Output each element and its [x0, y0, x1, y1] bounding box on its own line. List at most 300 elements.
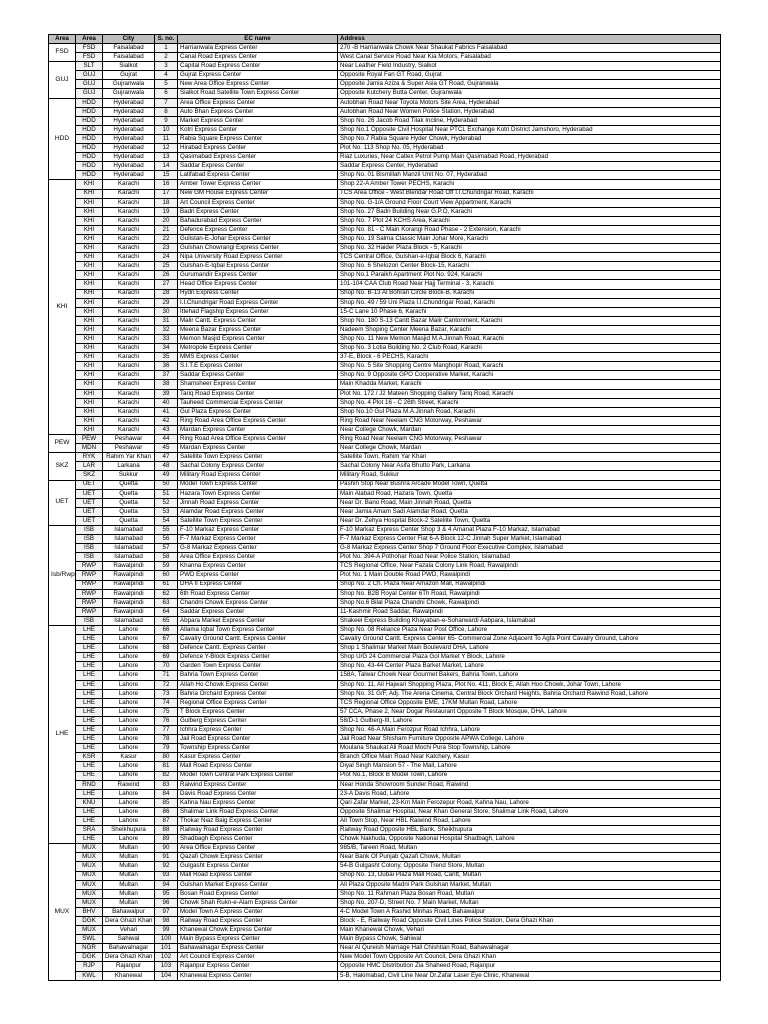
city-cell: Karachi [103, 416, 155, 425]
area-cell: KHI [76, 244, 103, 253]
area-group-cell: SKZ [49, 453, 76, 480]
sno-cell: 84 [155, 789, 178, 798]
area-cell: RWP [76, 607, 103, 616]
ec-name-cell: Badri Express Center [178, 207, 338, 216]
area-cell: MUX [76, 862, 103, 871]
area-cell: RWP [76, 580, 103, 589]
area-cell: ISB [76, 535, 103, 544]
sno-cell: 56 [155, 535, 178, 544]
table-row [49, 189, 721, 198]
area-group-cell: KHI [49, 180, 76, 435]
table-row [49, 435, 721, 444]
area-cell: DGK [76, 917, 103, 926]
sno-cell: 101 [155, 944, 178, 953]
sno-cell: 33 [155, 335, 178, 344]
city-cell: Gujrat [103, 71, 155, 80]
table-row [49, 380, 721, 389]
address-cell: Shop No. 5 Site Shopping Centre Manghopir Road, Karachi [338, 362, 721, 371]
ec-name-cell: Gulshan Chowrangi Express Center [178, 244, 338, 253]
sno-cell: 3 [155, 62, 178, 71]
address-cell: 985/B, Tareen Road, Multan [338, 844, 721, 853]
city-cell: Lahore [103, 726, 155, 735]
area-cell: SRA [76, 826, 103, 835]
area-cell: UET [76, 498, 103, 507]
sno-cell: 42 [155, 416, 178, 425]
header-area: Area [76, 35, 103, 44]
area-cell: RWP [76, 562, 103, 571]
table-row [49, 553, 721, 562]
sno-cell: 13 [155, 153, 178, 162]
address-cell: Shop No.7 Rabia Square Hyder Chowk, Hyderabad [338, 134, 721, 143]
address-cell: Shop No. B-13 Al Bohran Circle Block-B, Karachi [338, 289, 721, 298]
area-cell: KNU [76, 798, 103, 807]
city-cell: Kasur [103, 753, 155, 762]
sno-cell: 43 [155, 425, 178, 434]
city-cell: Rahim Yar Khan [103, 453, 155, 462]
ec-name-cell: Gulberg Express Center [178, 716, 338, 725]
area-cell: GUJ [76, 71, 103, 80]
address-cell: Shop No. 13, Dubai Plaza Mall Road, Cantt, Multan [338, 871, 721, 880]
city-cell: Quetta [103, 498, 155, 507]
address-cell: 57 CCA, Phase 2, Near Dogar Restaurant Opposite T Block Mosque, DHA, Lahore [338, 707, 721, 716]
header-address: Address [338, 35, 721, 44]
sno-cell: 62 [155, 589, 178, 598]
address-cell: 270 -B Harrianwala Chowk Near Shaukat Fabrics Faisalabad [338, 44, 721, 53]
area-cell: UET [76, 489, 103, 498]
area-cell: KHI [76, 425, 103, 434]
ec-name-cell: Canal Road Express Center [178, 53, 338, 62]
ec-name-cell: Gulgasht Express Center [178, 862, 338, 871]
address-cell: Block - E, Railway Road Opposite Civil Lines Police Station, Dera Ghazi Khan [338, 917, 721, 926]
address-cell: Shop No. 49 / 59 Uni Plaza I.I.Chundrigar Road, Karachi [338, 298, 721, 307]
area-cell: RYK [76, 453, 103, 462]
address-cell: Shop No. 7 Plot 24 KCHS Area, Karachi [338, 216, 721, 225]
city-cell: Lahore [103, 789, 155, 798]
ec-name-cell: Mall Road Express Center [178, 871, 338, 880]
sno-cell: 54 [155, 516, 178, 525]
ec-name-cell: Raiwind Express Center [178, 780, 338, 789]
area-cell: UET [76, 480, 103, 489]
city-cell: Lahore [103, 680, 155, 689]
address-cell: TCS Regional Office Opposite EME, 17KM Multan Road, Lahore [338, 698, 721, 707]
area-cell: KHI [76, 307, 103, 316]
sno-cell: 52 [155, 498, 178, 507]
city-cell: Hyderabad [103, 125, 155, 134]
sno-cell: 68 [155, 644, 178, 653]
area-cell: MUX [76, 844, 103, 853]
city-cell: Lahore [103, 771, 155, 780]
table-row [49, 507, 721, 516]
table-row [49, 880, 721, 889]
address-cell: Shop No.6 Bilal Plaza Chandni Chowk, Rawalpindi [338, 598, 721, 607]
sno-cell: 87 [155, 816, 178, 825]
city-cell: Islamabad [103, 553, 155, 562]
city-cell: Multan [103, 871, 155, 880]
city-cell: Lahore [103, 735, 155, 744]
city-cell: Quetta [103, 480, 155, 489]
table-row [49, 653, 721, 662]
area-cell: KHI [76, 189, 103, 198]
ec-name-cell: Mardan Express Center [178, 425, 338, 434]
area-group-cell: LHE [49, 626, 76, 844]
city-cell: Hyderabad [103, 162, 155, 171]
city-cell: Karachi [103, 389, 155, 398]
table-row [49, 498, 721, 507]
ec-name-cell: Defence Express Center [178, 225, 338, 234]
city-cell: Raiwind [103, 780, 155, 789]
area-cell: RND [76, 780, 103, 789]
ec-name-cell: Davis Road Express Center [178, 789, 338, 798]
address-cell: Near College Chowk, Mardan [338, 425, 721, 434]
address-cell: Shop No. 2 Ch. Plaza Near Amazon Mall, Rawalpindi [338, 580, 721, 589]
city-cell: Karachi [103, 271, 155, 280]
city-cell: Bahawalpur [103, 907, 155, 916]
area-cell: RWP [76, 589, 103, 598]
area-cell: MDN [76, 444, 103, 453]
area-cell: KHI [76, 180, 103, 189]
sno-cell: 31 [155, 316, 178, 325]
city-cell: Lahore [103, 762, 155, 771]
sno-cell: 97 [155, 907, 178, 916]
address-cell: Military Road, Sukkur [338, 471, 721, 480]
table-row [49, 798, 721, 807]
sno-cell: 59 [155, 562, 178, 571]
area-group-cell: MUX [49, 844, 76, 980]
city-cell: Hyderabad [103, 116, 155, 125]
header-row [49, 35, 721, 44]
table-row [49, 153, 721, 162]
city-cell: Karachi [103, 316, 155, 325]
table-row [49, 589, 721, 598]
area-cell: MUX [76, 880, 103, 889]
address-cell: 37-E, Block - 6 PECHS, Karachi [338, 353, 721, 362]
address-cell: Shop No. B2B Royal Center 6Th Road, Rawalpindi [338, 589, 721, 598]
address-cell: Shop No. 08 Reliance Plaza Near Post Office, Lahore [338, 626, 721, 635]
table-row [49, 262, 721, 271]
sno-cell: 30 [155, 307, 178, 316]
ec-name-cell: Ring Road Area Office Express Center [178, 435, 338, 444]
table-row [49, 871, 721, 880]
sno-cell: 27 [155, 280, 178, 289]
area-cell: UET [76, 516, 103, 525]
table-row [49, 325, 721, 334]
ec-name-cell: Military Road Express Center [178, 471, 338, 480]
city-cell: Lahore [103, 707, 155, 716]
ec-name-cell: Gujrat Express Center [178, 71, 338, 80]
sno-cell: 76 [155, 716, 178, 725]
ec-name-cell: Kasur Express Center [178, 753, 338, 762]
sno-cell: 66 [155, 626, 178, 635]
sno-cell: 25 [155, 262, 178, 271]
header-area-group: Area [49, 35, 76, 44]
sno-cell: 78 [155, 735, 178, 744]
area-cell: RJP [76, 962, 103, 971]
table-row [49, 462, 721, 471]
city-cell: Multan [103, 898, 155, 907]
city-cell: Lahore [103, 671, 155, 680]
city-cell: Quetta [103, 507, 155, 516]
area-cell: KWL [76, 971, 103, 980]
table-row [49, 671, 721, 680]
address-cell: Diyal Singh Mansion 57 - The Mall, Lahore [338, 762, 721, 771]
ec-name-cell: Art Council Express Center [178, 198, 338, 207]
table-row [49, 598, 721, 607]
sno-cell: 67 [155, 635, 178, 644]
sno-cell: 85 [155, 798, 178, 807]
city-cell: Karachi [103, 380, 155, 389]
city-cell: Peshawar [103, 435, 155, 444]
city-cell: Lahore [103, 653, 155, 662]
area-cell: ISB [76, 553, 103, 562]
ec-name-cell: Hazara Town Express Center [178, 489, 338, 498]
city-cell: Multan [103, 880, 155, 889]
table-row [49, 771, 721, 780]
table-row [49, 271, 721, 280]
ec-name-cell: Defence Cantt. Express Center [178, 644, 338, 653]
ec-name-cell: Harrianwala Express Center [178, 44, 338, 53]
city-cell: Gujranwala [103, 80, 155, 89]
table-row [49, 107, 721, 116]
city-cell: Rawalpindi [103, 562, 155, 571]
table-row [49, 144, 721, 153]
table-row [49, 689, 721, 698]
city-cell: Karachi [103, 335, 155, 344]
address-cell: 58/D-1 Gulberg-III, Lahore [338, 716, 721, 725]
address-cell: Shop No. 46-A Main Ferozpur Road Ichhra, Lahore [338, 726, 721, 735]
city-cell: Karachi [103, 407, 155, 416]
sno-cell: 32 [155, 325, 178, 334]
city-cell: Lahore [103, 662, 155, 671]
table-row [49, 889, 721, 898]
address-cell: Plot No. 394-A Pothohar Road Near Police Station, Islamabad [338, 553, 721, 562]
area-cell: LHE [76, 698, 103, 707]
area-cell: NGR [76, 944, 103, 953]
sno-cell: 83 [155, 780, 178, 789]
area-cell: HDD [76, 116, 103, 125]
address-cell: Shop No. 27 Badri Building Near G.P.O, Karachi [338, 207, 721, 216]
sno-cell: 44 [155, 435, 178, 444]
city-cell: Lahore [103, 816, 155, 825]
sno-cell: 1 [155, 44, 178, 53]
sno-cell: 70 [155, 662, 178, 671]
address-cell: Plot No. 1 Main Double Road PWD, Rawalpindi [338, 571, 721, 580]
address-cell: F-10 Markaz Express Center Shop 3 & 4 Amanat Plaza F-10 Markaz, Islamabad [338, 525, 721, 534]
city-cell: Lahore [103, 644, 155, 653]
table-row [49, 80, 721, 89]
area-cell: KHI [76, 398, 103, 407]
city-cell: Bahawalnagar [103, 944, 155, 953]
address-cell: Shop No. 26 Jacob Road Tilak Incline, Hyderabad [338, 116, 721, 125]
sno-cell: 2 [155, 53, 178, 62]
ec-name-cell: Meena Bazar Express Center [178, 325, 338, 334]
table-row [49, 835, 721, 844]
sno-cell: 60 [155, 571, 178, 580]
ec-name-cell: Bahria Town Express Center [178, 671, 338, 680]
address-cell: 11-Kashmir Road Saddar, Rawalpindi [338, 607, 721, 616]
ec-name-cell: Garden Town Express Center [178, 662, 338, 671]
header-ec-name: EC name [178, 35, 338, 44]
address-cell: All Town Stop, Near HBL Raiwind Road, Lahore [338, 816, 721, 825]
area-cell: MUX [76, 853, 103, 862]
table-row [49, 516, 721, 525]
sno-cell: 103 [155, 962, 178, 971]
address-cell: Near Bank Of Punjab Qazafi Chowk, Multan [338, 853, 721, 862]
address-cell: G-8 Markaz Express Center Shop 7 Ground Floor Executive Complex, Islamabad [338, 544, 721, 553]
table-row [49, 644, 721, 653]
address-cell: Chowk Nakhuda, Opposite National Hospital Shadbagh, Lahore [338, 835, 721, 844]
table-row [49, 207, 721, 216]
area-cell: KSR [76, 753, 103, 762]
address-cell: West Canal Service Road Near Kia Motors, Faisalabad [338, 53, 721, 62]
ec-name-cell: MMS Express Center [178, 353, 338, 362]
sno-cell: 12 [155, 144, 178, 153]
ec-name-cell: Railway Road Express Center [178, 826, 338, 835]
table-row [49, 853, 721, 862]
address-cell: Main Khanewal Chowk, Vehari [338, 926, 721, 935]
table-row [49, 416, 721, 425]
area-cell: SLT [76, 62, 103, 71]
ec-name-cell: Abpara Market Express Center [178, 616, 338, 625]
address-cell: Shop No. 3 Lotia Building No. 2 Club Road, Karachi [338, 344, 721, 353]
table-row [49, 389, 721, 398]
ec-name-cell: Capital Road Express Center [178, 62, 338, 71]
table-row [49, 489, 721, 498]
ec-name-cell: Gul Plaza Express Center [178, 407, 338, 416]
sno-cell: 89 [155, 835, 178, 844]
ec-name-cell: Shadbagh Express Center [178, 835, 338, 844]
ec-name-cell: G-8 Markaz Express Center [178, 544, 338, 553]
sno-cell: 49 [155, 471, 178, 480]
city-cell: Karachi [103, 280, 155, 289]
area-cell: LHE [76, 662, 103, 671]
table-row [49, 225, 721, 234]
table-row [49, 171, 721, 180]
table-row [49, 662, 721, 671]
area-cell: UET [76, 507, 103, 516]
ec-name-cell: Khanna Express Center [178, 562, 338, 571]
city-cell: Karachi [103, 371, 155, 380]
address-cell: Ring Road Near Neelam CNG Motorway, Peshawar [338, 435, 721, 444]
address-cell: Shop No. 9 Opposite GPO Cooperative Market, Karachi [338, 371, 721, 380]
ec-name-cell: Rabia Square Express Center [178, 134, 338, 143]
sno-cell: 75 [155, 707, 178, 716]
sno-cell: 19 [155, 207, 178, 216]
ec-name-cell: Regional Office Express Center [178, 698, 338, 707]
sno-cell: 53 [155, 507, 178, 516]
table-row [49, 89, 721, 98]
table-row [49, 398, 721, 407]
city-cell: Sialkot [103, 62, 155, 71]
area-cell: MUX [76, 871, 103, 880]
table-row [49, 898, 721, 907]
city-cell: Karachi [103, 289, 155, 298]
table-row [49, 289, 721, 298]
table-row [49, 134, 721, 143]
ec-name-cell: Jail Road Express Center [178, 735, 338, 744]
address-cell: Shop No. 11 Rahman Plaza Bosan Road, Multan [338, 889, 721, 898]
ec-name-cell: Head Office Express Center [178, 280, 338, 289]
city-cell: Sheikhupura [103, 826, 155, 835]
ec-name-cell: Model Town A Express Center [178, 907, 338, 916]
city-cell: Karachi [103, 262, 155, 271]
area-cell: HDD [76, 144, 103, 153]
city-cell: Peshawar [103, 444, 155, 453]
area-cell: LHE [76, 644, 103, 653]
sno-cell: 69 [155, 653, 178, 662]
ec-name-cell: Sachal Colony Express Center [178, 462, 338, 471]
table-row [49, 607, 721, 616]
address-cell: Shop No. 43-44 Center Plaza Barket Market, Lahore [338, 662, 721, 671]
table-row [49, 707, 721, 716]
area-cell: HDD [76, 134, 103, 143]
table-row [49, 780, 721, 789]
address-cell: Shop No. 4 Plot 16 - C 26th Street, Karachi [338, 398, 721, 407]
city-cell: Lahore [103, 698, 155, 707]
ec-name-cell: PWD Express Center [178, 571, 338, 580]
ec-name-cell: Qazafi Chowk Express Center [178, 853, 338, 862]
address-cell: 158A, Talwar Chowk Near Gourmet Bakers, Bahria Town, Lahore [338, 671, 721, 680]
city-cell: Hyderabad [103, 134, 155, 143]
ec-name-cell: Hydri Express Center [178, 289, 338, 298]
sno-cell: 14 [155, 162, 178, 171]
area-group-cell: Isb/Rwp [49, 525, 76, 625]
ec-name-cell: Township Express Center [178, 744, 338, 753]
area-cell: LHE [76, 835, 103, 844]
ec-name-cell: Allama Iqbal Town Express Center [178, 626, 338, 635]
table-row [49, 907, 721, 916]
table-row [49, 453, 721, 462]
sno-cell: 8 [155, 107, 178, 116]
city-cell: Lahore [103, 798, 155, 807]
address-cell: Nadeem Shoping Center Meena Bazar, Karachi [338, 325, 721, 334]
city-cell: Karachi [103, 216, 155, 225]
area-cell: DGK [76, 953, 103, 962]
city-cell: Islamabad [103, 535, 155, 544]
city-cell: Lahore [103, 626, 155, 635]
ec-name-cell: Mardan Express Center [178, 444, 338, 453]
sno-cell: 23 [155, 244, 178, 253]
ec-name-cell: 6th Road Express Center [178, 589, 338, 598]
table-row [49, 816, 721, 825]
ec-name-cell: Rajanpur Express Center [178, 962, 338, 971]
area-cell: LHE [76, 762, 103, 771]
ec-name-cell: Auto Bhan Express Center [178, 107, 338, 116]
address-cell: Shop No. G-1/A Ground Floor Court View Appartment, Karachi [338, 198, 721, 207]
ec-name-cell: New GM House Express Center [178, 189, 338, 198]
area-cell: ISB [76, 525, 103, 534]
sno-cell: 34 [155, 344, 178, 353]
city-cell: Karachi [103, 425, 155, 434]
table-row [49, 316, 721, 325]
area-cell: KHI [76, 253, 103, 262]
table-row [49, 971, 721, 980]
area-cell: LHE [76, 744, 103, 753]
table-row [49, 862, 721, 871]
address-cell: Cavalry Ground Cantt. Express Center 65- Commercial Zone Adjacent To Agfa Point Cavalry Ground, Lahore [338, 635, 721, 644]
table-row [49, 335, 721, 344]
table-row [49, 562, 721, 571]
address-cell: Shop No.10 Gul Plaza M.A.Jinnah Road, Karachi [338, 407, 721, 416]
city-cell: Khanewal [103, 971, 155, 980]
address-cell: Moulana Shaukat Ali Road Mochi Pura Stop Township, Lahore [338, 744, 721, 753]
table-row [49, 162, 721, 171]
sno-cell: 38 [155, 380, 178, 389]
sno-cell: 47 [155, 453, 178, 462]
ec-name-cell: Area Office Express Center [178, 553, 338, 562]
ec-name-cell: Saddar Express Center [178, 371, 338, 380]
area-cell: KHI [76, 362, 103, 371]
address-cell: Near Jamia Amam Sadi Alamdar Road, Quetta [338, 507, 721, 516]
